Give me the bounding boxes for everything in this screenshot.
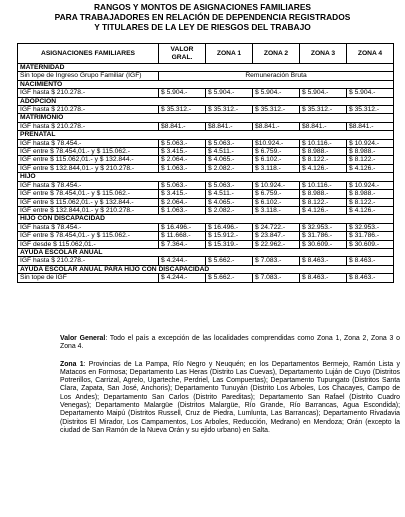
table-row bbox=[18, 148, 394, 156]
table-row bbox=[18, 181, 394, 189]
table-row bbox=[18, 122, 394, 130]
row-label: IGF hasta $ 210.278.- bbox=[18, 122, 159, 130]
cell-value: $ 4.126.- bbox=[347, 206, 394, 214]
cell-value: $ 35.312.- bbox=[206, 106, 253, 114]
section-row bbox=[18, 248, 394, 256]
table-row bbox=[18, 72, 394, 80]
cell-value: $ 6.102.- bbox=[253, 156, 300, 164]
document-title bbox=[0, 2, 405, 32]
cell-value: $ 5.904.- bbox=[347, 89, 394, 97]
cell-value: $ 10.116.- bbox=[300, 181, 347, 189]
cell-value: $10.924.- bbox=[253, 139, 300, 147]
note-valor-general-label: Valor General bbox=[60, 335, 106, 342]
cell-value: $ 5.063.- bbox=[159, 139, 206, 147]
section-row bbox=[18, 80, 394, 88]
title-line-1: RANGOS Y MONTOS DE ASIGNACIONES FAMILIARES bbox=[94, 2, 311, 12]
cell-value: $ 4.244.- bbox=[159, 257, 206, 265]
table-row bbox=[18, 156, 394, 164]
note-zona-1 bbox=[60, 361, 400, 436]
table-row bbox=[18, 223, 394, 231]
note-zona-1-text: : Provincias de La Pampa, Río Negro y Neuquén; en los Departamentos Bermejo, Ramón Lista y Matacos en Formosa; Departamento Las Heras (Distrito Las Cuevas), Departamento Luján de Cuyo (Distritos Potrerillos, Carrizal, Agrelo, Ugarteche, Perdriel, Las Compuertas); Departamento Tupungato (Distritos Santa Clara, Zapata, San José, Anchoris); Departamento Tunuyán (Distrito Los Arboles, Los Chacayes, Campo de Los Andes); Departamento San Carlos (Distrito Pareditas); Departamento San Rafael (Distrito Cuadro Venegas); Departamento Malargüe (Distritos Malargüe, Río Grande, Río Barrancas, Agua Escondida); Departamento Maipú (Distritos Russell, Cruz de Piedra, Lumlunta, Las Barrancas); Departamento Rivadavia (Distritos El Mirador, Los Campamentos, Los Arboles, Reducción, Medrano) en Mendoza; Orán (excepto la ciudad de San Ramón de la Nueva Orán y su ejido urbano) en Salta. bbox=[60, 360, 400, 434]
cell-value: $ 5.904.- bbox=[300, 89, 347, 97]
row-label: IGF entre $ 78.454,01.- y $ 115.062.- bbox=[18, 148, 159, 156]
header-valor-gral: VALOR GRAL. bbox=[159, 44, 206, 64]
cell-value: $ 31.786.- bbox=[300, 232, 347, 240]
row-label: IGF entre $ 132.844,01.- y $ 210.278.- bbox=[18, 206, 159, 214]
cell-value: $ 8.463.- bbox=[300, 274, 347, 282]
title-line-3: Y TITULARES DE LA LEY DE RIESGOS DEL TRABAJO bbox=[94, 22, 311, 32]
table-row bbox=[18, 232, 394, 240]
cell-value: $ 4.511.- bbox=[206, 148, 253, 156]
section-label: ADOPCIÓN bbox=[18, 97, 394, 105]
section-row bbox=[18, 173, 394, 181]
cell-value: $ 5.904.- bbox=[253, 89, 300, 97]
cell-value: $ 23.847.- bbox=[253, 232, 300, 240]
header-zona-4: ZONA 4 bbox=[347, 44, 394, 64]
row-label: IGF hasta $ 78.454.- bbox=[18, 223, 159, 231]
cell-value: $ 8.988.- bbox=[347, 148, 394, 156]
table-header-row bbox=[18, 44, 394, 64]
table-row bbox=[18, 198, 394, 206]
cell-value: $ 4.065.- bbox=[206, 198, 253, 206]
cell-value: $8.841.- bbox=[159, 122, 206, 130]
row-label: IGF desde $ 115.062,01.- bbox=[18, 240, 159, 248]
header-zona-3: ZONA 3 bbox=[300, 44, 347, 64]
cell-value: $ 8.463.- bbox=[347, 274, 394, 282]
cell-value: $ 4.126.- bbox=[300, 164, 347, 172]
row-label: IGF hasta $ 78.454.- bbox=[18, 181, 159, 189]
cell-value: $ 7.083.- bbox=[253, 274, 300, 282]
cell-value: $ 5.904.- bbox=[159, 89, 206, 97]
row-label: IGF hasta $ 210.278.- bbox=[18, 257, 159, 265]
cell-value: $ 15.912.- bbox=[206, 232, 253, 240]
section-label: HIJO bbox=[18, 173, 394, 181]
cell-value: $ 6.759.- bbox=[253, 148, 300, 156]
cell-value: $ 6.759.- bbox=[253, 190, 300, 198]
cell-value: $ 10.924.- bbox=[253, 181, 300, 189]
row-label: IGF entre $ 78.454,01.- y $ 115.062.- bbox=[18, 190, 159, 198]
row-label: IGF entre $ 115.062,01.- y $ 132.844.- bbox=[18, 156, 159, 164]
cell-value: $ 32.953.- bbox=[347, 223, 394, 231]
note-valor-general bbox=[60, 335, 400, 352]
note-zona-1-label: Zona 1 bbox=[60, 360, 84, 368]
row-label: IGF entre $ 78.454,01.- y $ 115.062.- bbox=[18, 232, 159, 240]
table-row bbox=[18, 106, 394, 114]
cell-value: $ 3.118.- bbox=[253, 164, 300, 172]
section-row bbox=[18, 131, 394, 139]
table-row bbox=[18, 139, 394, 147]
cell-value: $ 22.962.- bbox=[253, 240, 300, 248]
cell-value: $ 4.511.- bbox=[206, 190, 253, 198]
cell-value: $ 5.904.- bbox=[206, 89, 253, 97]
allowances-table bbox=[17, 43, 394, 283]
row-label: IGF hasta $ 210.278.- bbox=[18, 106, 159, 114]
cell-value: $ 35.312.- bbox=[300, 106, 347, 114]
cell-value: $ 8.122.- bbox=[300, 156, 347, 164]
header-zona-1: ZONA 1 bbox=[206, 44, 253, 64]
section-row bbox=[18, 114, 394, 122]
header-zona-2: ZONA 2 bbox=[253, 44, 300, 64]
cell-value: $ 15.319.- bbox=[206, 240, 253, 248]
cell-value: $ 8.988.- bbox=[300, 190, 347, 198]
section-label: AYUDA ESCOLAR ANUAL PARA HIJO CON DISCAPACIDAD bbox=[18, 265, 394, 273]
cell-value: $ 8.122.- bbox=[300, 198, 347, 206]
cell-value: $ 8.988.- bbox=[300, 148, 347, 156]
cell-value: $ 5.063.- bbox=[159, 181, 206, 189]
cell-value: $ 30.609.- bbox=[347, 240, 394, 248]
cell-value: $ 2.082.- bbox=[206, 206, 253, 214]
cell-value: $ 16.496.- bbox=[206, 223, 253, 231]
cell-value: $ 10.924.- bbox=[347, 139, 394, 147]
cell-value: $ 7.083.- bbox=[253, 257, 300, 265]
table-row bbox=[18, 206, 394, 214]
section-label: AYUDA ESCOLAR ANUAL bbox=[18, 248, 394, 256]
cell-value: $ 10.116.- bbox=[300, 139, 347, 147]
row-label: IGF hasta $ 78.454.- bbox=[18, 139, 159, 147]
cell-value: $ 8.463.- bbox=[347, 257, 394, 265]
row-label: Sin tope de Ingreso Grupo Familiar (IGF) bbox=[18, 72, 159, 80]
table-row bbox=[18, 257, 394, 265]
cell-value: $8.841.- bbox=[347, 122, 394, 130]
cell-value: $ 5.063.- bbox=[206, 139, 253, 147]
cell-value: $ 30.609.- bbox=[300, 240, 347, 248]
cell-value: $ 1.063.- bbox=[159, 164, 206, 172]
cell-value: $8.841.- bbox=[300, 122, 347, 130]
title-line-2: PARA TRABAJADORES EN RELACIÓN DE DEPENDENCIA REGISTRADOS bbox=[54, 12, 351, 22]
cell-value: $ 11.668.- bbox=[159, 232, 206, 240]
section-label: PRENATAL bbox=[18, 131, 394, 139]
cell-value: $8.841.- bbox=[206, 122, 253, 130]
note-valor-general-text: : Todo el país a excepción de las localidades comprendidas como Zona 1, Zona 2, Zona 3 o Zona 4. bbox=[60, 335, 400, 351]
cell-value: $ 4.244.- bbox=[159, 274, 206, 282]
section-label: NACIMIENTO bbox=[18, 80, 394, 88]
cell-value: $ 2.082.- bbox=[206, 164, 253, 172]
cell-value: $ 1.063.- bbox=[159, 206, 206, 214]
cell-value: $ 4.065.- bbox=[206, 156, 253, 164]
cell-value: $ 5.662.- bbox=[206, 257, 253, 265]
cell-value: $ 10.924.- bbox=[347, 181, 394, 189]
section-row bbox=[18, 97, 394, 105]
cell-value: $ 31.786.- bbox=[347, 232, 394, 240]
notes bbox=[60, 335, 400, 444]
table-body bbox=[18, 64, 394, 283]
cell-value: $ 2.064.- bbox=[159, 198, 206, 206]
cell-value: $ 5.063.- bbox=[206, 181, 253, 189]
cell-value: $ 35.312.- bbox=[347, 106, 394, 114]
cell-value: $ 32.953.- bbox=[300, 223, 347, 231]
cell-value: $ 35.312.- bbox=[159, 106, 206, 114]
section-label: HIJO CON DISCAPACIDAD bbox=[18, 215, 394, 223]
table-row bbox=[18, 89, 394, 97]
table-row bbox=[18, 164, 394, 172]
cell-value: $ 3.118.- bbox=[253, 206, 300, 214]
table-row bbox=[18, 190, 394, 198]
section-row bbox=[18, 215, 394, 223]
table-row bbox=[18, 274, 394, 282]
cell-value: $ 35.312.- bbox=[253, 106, 300, 114]
section-row bbox=[18, 64, 394, 72]
row-label: IGF hasta $ 210.278.- bbox=[18, 89, 159, 97]
row-span-value: Remuneración Bruta bbox=[159, 72, 394, 80]
cell-value: $8.841.- bbox=[253, 122, 300, 130]
cell-value: $ 8.122.- bbox=[347, 198, 394, 206]
section-label: MATERNIDAD bbox=[18, 64, 394, 72]
cell-value: $ 24.722.- bbox=[253, 223, 300, 231]
header-asignaciones: ASIGNACIONES FAMILIARES bbox=[18, 44, 159, 64]
cell-value: $ 2.064.- bbox=[159, 156, 206, 164]
cell-value: $ 3.415.- bbox=[159, 190, 206, 198]
cell-value: $ 6.102.- bbox=[253, 198, 300, 206]
cell-value: $ 16.496.- bbox=[159, 223, 206, 231]
cell-value: $ 8.463.- bbox=[300, 257, 347, 265]
cell-value: $ 8.988.- bbox=[347, 190, 394, 198]
table-row bbox=[18, 240, 394, 248]
row-label: IGF entre $ 115.062,01.- y $ 132.844.- bbox=[18, 198, 159, 206]
cell-value: $ 3.415.- bbox=[159, 148, 206, 156]
cell-value: $ 4.126.- bbox=[300, 206, 347, 214]
section-label: MATRIMONIO bbox=[18, 114, 394, 122]
cell-value: $ 8.122.- bbox=[347, 156, 394, 164]
row-label: Sin tope de IGF bbox=[18, 274, 159, 282]
section-row bbox=[18, 265, 394, 273]
cell-value: $ 5.662.- bbox=[206, 274, 253, 282]
row-label: IGF entre $ 132.844,01.- y $ 210.278.- bbox=[18, 164, 159, 172]
cell-value: $ 7.364.- bbox=[159, 240, 206, 248]
cell-value: $ 4.126.- bbox=[347, 164, 394, 172]
